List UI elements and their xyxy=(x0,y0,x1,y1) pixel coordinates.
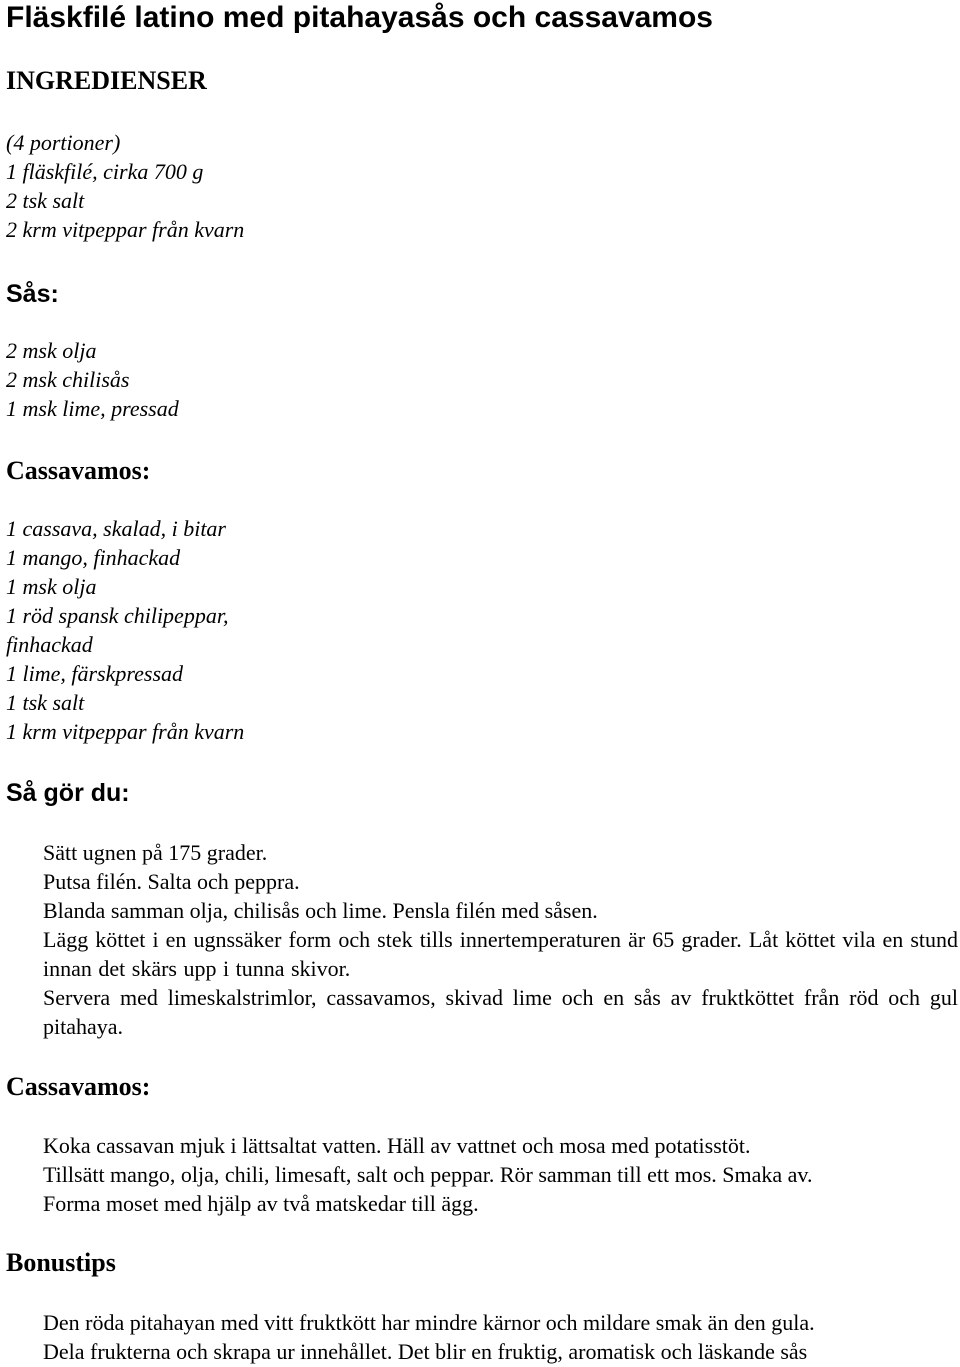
recipe-title: Fläskfilé latino med pitahayasås och cassavamos xyxy=(6,1,713,34)
method-step: Koka cassavan mjuk i lättsaltat vatten. Häll av vattnet och mosa med potatisstöt. xyxy=(43,1133,751,1158)
ingredient-item: 1 lime, färskpressad xyxy=(6,661,184,686)
ingredient-item: 1 röd spansk chilipeppar, xyxy=(6,603,229,628)
ingredient-item: 1 cassava, skalad, i bitar xyxy=(6,516,226,541)
method-steps xyxy=(43,838,958,1041)
ingredient-item: (4 portioner) xyxy=(6,130,121,155)
cassava-method-heading: Cassavamos: xyxy=(6,1072,151,1101)
method-step: Blanda samman olja, chilisås och lime. Pensla filén med såsen. xyxy=(43,898,598,923)
cassava-heading: Cassavamos: xyxy=(6,456,151,485)
method-step: Forma moset med hjälp av två matskedar till ägg. xyxy=(43,1191,479,1216)
main-ingredient-list xyxy=(6,128,244,244)
method-step: Servera med limeskalstrimlor, cassavamos, skivad lime och en sås av fruktköttet från röd och gul pitahaya. xyxy=(43,985,958,1039)
ingredient-item: 1 msk lime, pressad xyxy=(6,396,179,421)
ingredient-item: finhackad xyxy=(6,632,93,657)
ingredient-item: 2 tsk salt xyxy=(6,188,85,213)
ingredient-item: 1 msk olja xyxy=(6,574,97,599)
sauce-ingredient-list xyxy=(6,336,179,423)
method-step: Tillsätt mango, olja, chili, limesaft, salt och peppar. Rör samman till ett mos. Smaka av. xyxy=(43,1162,813,1187)
bonus-heading: Bonustips xyxy=(6,1248,116,1277)
ingredient-item: 2 msk chilisås xyxy=(6,367,130,392)
bonus-text xyxy=(43,1308,958,1366)
ingredient-item: 2 msk olja xyxy=(6,338,97,363)
cassava-method-steps xyxy=(43,1131,958,1218)
ingredients-heading: INGREDIENSER xyxy=(6,66,207,95)
method-step: Sätt ugnen på 175 grader. xyxy=(43,840,268,865)
ingredient-item: 1 tsk salt xyxy=(6,690,85,715)
ingredient-item: 2 krm vitpeppar från kvarn xyxy=(6,217,245,242)
cassava-ingredient-list xyxy=(6,514,244,746)
ingredient-item: 1 fläskfilé, cirka 700 g xyxy=(6,159,204,184)
method-step: Lägg köttet i en ugnssäker form och stek tills innertemperaturen är 65 grader. Låt köttet vila en stund innan det skärs upp i tunna skivor. xyxy=(43,927,958,981)
method-step: Putsa filén. Salta och peppra. xyxy=(43,869,300,894)
bonus-line: Den röda pitahayan med vitt fruktkött har mindre kärnor och mildare smak än den gula. xyxy=(43,1310,815,1335)
ingredient-item: 1 mango, finhackad xyxy=(6,545,181,570)
sauce-heading: Sås: xyxy=(6,280,59,308)
ingredient-item: 1 krm vitpeppar från kvarn xyxy=(6,719,245,744)
method-heading: Så gör du: xyxy=(6,779,130,807)
bonus-line: Dela frukterna och skrapa ur innehållet. Det blir en fruktig, aromatisk och läskande sås xyxy=(43,1339,808,1364)
